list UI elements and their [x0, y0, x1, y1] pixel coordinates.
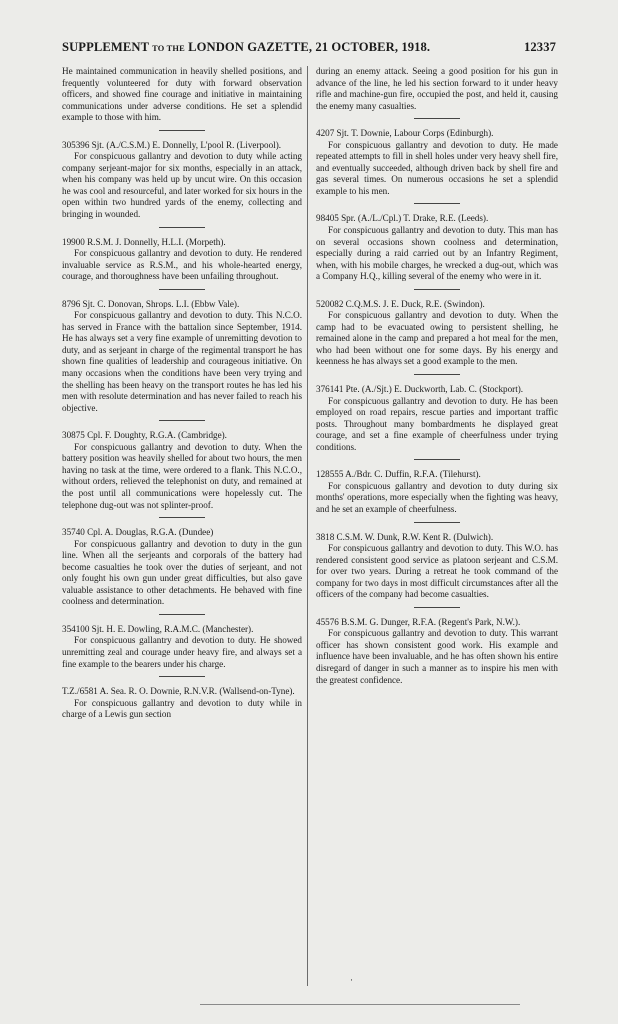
entry-separator [414, 522, 460, 523]
citation-entry [62, 624, 302, 670]
citation-entry [62, 237, 302, 283]
citation-entry [316, 213, 558, 282]
bottom-rule [200, 1004, 520, 1005]
citation-text: For conspicuous gallantry and devotion to duty while in charge of a Lewis gun section [62, 697, 302, 720]
citation-text: For conspicuous gallantry and devotion to duty. He made repeated attempts to fill in shell holes under very heavy shell fire, and eventually succeeded, although driven back by shell fire and gas several times. On numerous occasions he set a splendid example to his men. [316, 139, 558, 196]
entry-separator [414, 289, 460, 290]
citation-continuation: He maintained communication in heavily shelled positions, and frequently volunteered for duty with forward observation officers, and showed fine courage and initiative in maintaining communications under adverse conditions. He set a splendid example to those with him. [62, 66, 302, 123]
citation-heading: 35740 Cpl. A. Douglas, R.G.A. (Dundee) [62, 527, 214, 538]
title-gazette: LONDON GAZETTE, 21 OCTOBER, 1918. [188, 40, 431, 54]
ink-dot: · [350, 975, 353, 985]
citation-entry [62, 686, 302, 721]
citation-text: For conspicuous gallantry and devotion to duty in the gun line. When all the serjeants and corporals of the battery had become casualties he took over the duties of serjeant, and not only fought his own gun under great difficulties, but also gave valuable assistance to other detachments. He behaved with fine coolness and determination. [62, 538, 302, 607]
citation-entry [62, 66, 302, 124]
citation-heading: 376141 Pte. (A./Sjt.) E. Duckworth, Lab. C. (Stockport). [316, 384, 524, 395]
citation-text: For conspicuous gallantry and devotion to duty while acting company serjeant-major for six months, especially in an attack, when his company was held up by uncut wire. On this occasion he was cool and resourceful, and later worked for six hours in the open within two hundred yards of the enemy, collecting and bringing in wounded. [62, 151, 302, 220]
citation-text: For conspicuous gallantry and devotion to duty. He showed unremitting zeal and courage under heavy fire, and always set a fine example to the bearers under his charge. [62, 635, 302, 669]
citation-entry [316, 299, 558, 368]
citation-heading: 19900 R.S.M. J. Donnelly, H.L.I. (Morpeth). [62, 236, 226, 247]
citation-text: For conspicuous gallantry and devotion to duty. He rendered invaluable service as R.S.M., and his whole-hearted energy, courage, and thoroughness have been unfailing throughout. [62, 248, 302, 282]
citation-entry [316, 617, 558, 686]
entry-separator [159, 227, 205, 228]
citation-text: For conspicuous gallantry and devotion to duty. This W.O. has rendered consistent good service as platoon serjeant and C.S.M. for over two years. During a retreat he took command of the company for two days in most difficult circumstances after all the officers of the company had become casualties. [316, 543, 558, 600]
citation-entry [62, 299, 302, 414]
citation-heading: 354100 Sjt. H. E. Dowling, R.A.M.C. (Manchester). [62, 623, 254, 634]
citation-heading: 8796 Sjt. C. Donovan, Shrops. L.I. (Ebbw Vale). [62, 298, 240, 309]
citation-heading: 30875 Cpl. F. Doughty, R.G.A. (Cambridge). [62, 430, 227, 441]
column-divider [307, 66, 308, 986]
citation-entry [316, 469, 558, 515]
citation-heading: 3818 C.S.M. W. Dunk, R.W. Kent R. (Dulwich). [316, 531, 494, 542]
entry-separator [414, 459, 460, 460]
gazette-title [62, 40, 430, 55]
page-number: 12337 [524, 40, 556, 54]
citation-entry [62, 430, 302, 511]
citation-entry [62, 140, 302, 221]
citation-continuation: during an enemy attack. Seeing a good position for his gun in advance of the line, he led his section forward to it under heavy rifle and machine-gun fire, occupied the post, and held it, causing the enemy many casualties. [316, 66, 558, 111]
citation-entry [62, 527, 302, 608]
entry-separator [414, 607, 460, 608]
entry-separator [414, 118, 460, 119]
entry-separator [159, 676, 205, 677]
citation-text: For conspicuous gallantry and devotion to duty. He has been employed on road repairs, rescue parties and important traffic posts. Throughout many bombardments he displayed great courage, and set a fine example of cheerfulness under trying conditions. [316, 395, 558, 452]
citation-heading: T.Z./6581 A. Sea. R. O. Downie, R.N.V.R. (Wallsend-on-Tyne). [62, 686, 295, 697]
citation-heading: 4207 Sjt. T. Downie, Labour Corps (Edinburgh). [316, 128, 494, 139]
entry-separator [159, 289, 205, 290]
citation-entry [316, 532, 558, 601]
citation-heading: 520082 C.Q.M.S. J. E. Duck, R.E. (Swindon). [316, 298, 485, 309]
entry-separator [159, 517, 205, 518]
entry-separator [159, 614, 205, 615]
citation-text: For conspicuous gallantry and devotion to duty. When the camp had to be evacuated owing to persistent shelling, he remained alone in the camp and prepared a hot meal for the men, who had been without one for some days. By his energy and keenness he has always set a good example to the men. [316, 310, 558, 367]
entry-separator [159, 420, 205, 421]
citation-entry [316, 128, 558, 197]
citation-entry [316, 384, 558, 453]
page-header [62, 40, 556, 55]
citation-heading: 128555 A./Bdr. C. Duffin, R.F.A. (Tilehurst). [316, 469, 481, 480]
citation-text: For conspicuous gallantry and devotion to duty during six months' operations, more especially when the fighting was heavy, and he set an example of cheerfulness. [316, 480, 558, 514]
citation-heading: 305396 Sjt. (A./C.S.M.) E. Donnelly, L'pool R. (Liverpool). [62, 139, 282, 150]
left-column [62, 66, 302, 721]
citation-text: For conspicuous gallantry and devotion to duty. This man has on several occasions shown coolness and determination, especially during a raid carried out by an Infantry Regiment, when, with his mobile charges, he wrecked a dug-out, which was a Company H.Q., killing several of the enemy who were in it. [316, 225, 558, 282]
citation-heading: 45576 B.S.M. G. Dunger, R.F.A. (Regent's Park, N.W.). [316, 616, 521, 627]
entry-separator [414, 203, 460, 204]
entry-separator [159, 130, 205, 131]
citation-entry [316, 66, 558, 112]
entry-separator [414, 374, 460, 375]
title-prefix: SUPPLEMENT [62, 40, 149, 54]
citation-text: For conspicuous gallantry and devotion to duty. This N.C.O. has served in France with the battalion since September, 1914. He has always set a very fine example of unremitting devotion to duty, and as serjeant in charge of the regimental transport he has shown fine qualities of leadership and courageous initiative. On many occasions when the conditions have been very trying and the shelling has been heavy on the transport routes he has led his men with resolute determination and has never failed to reach his objective. [62, 310, 302, 413]
citation-text: For conspicuous gallantry and devotion to duty. This warrant officer has shown consistent good work. His example and influence have been invaluable, and he has often shown his entire disregard of danger in such a manner as to inspire his men with the greatest confidence. [316, 628, 558, 685]
citation-text: For conspicuous gallantry and devotion to duty. When the battery position was heavily shelled for about two hours, the men having no task at the time, were ordered to a flank. This N.C.O., without orders, relieved the telephonist on duty, and remained at the post until all communications were hopelessly cut. The telephone dug-out was not splinter-proof. [62, 441, 302, 510]
right-column [316, 66, 558, 686]
citation-heading: 98405 Spr. (A./L./Cpl.) T. Drake, R.E. (Leeds). [316, 213, 489, 224]
title-to-the: TO THE [152, 44, 185, 53]
